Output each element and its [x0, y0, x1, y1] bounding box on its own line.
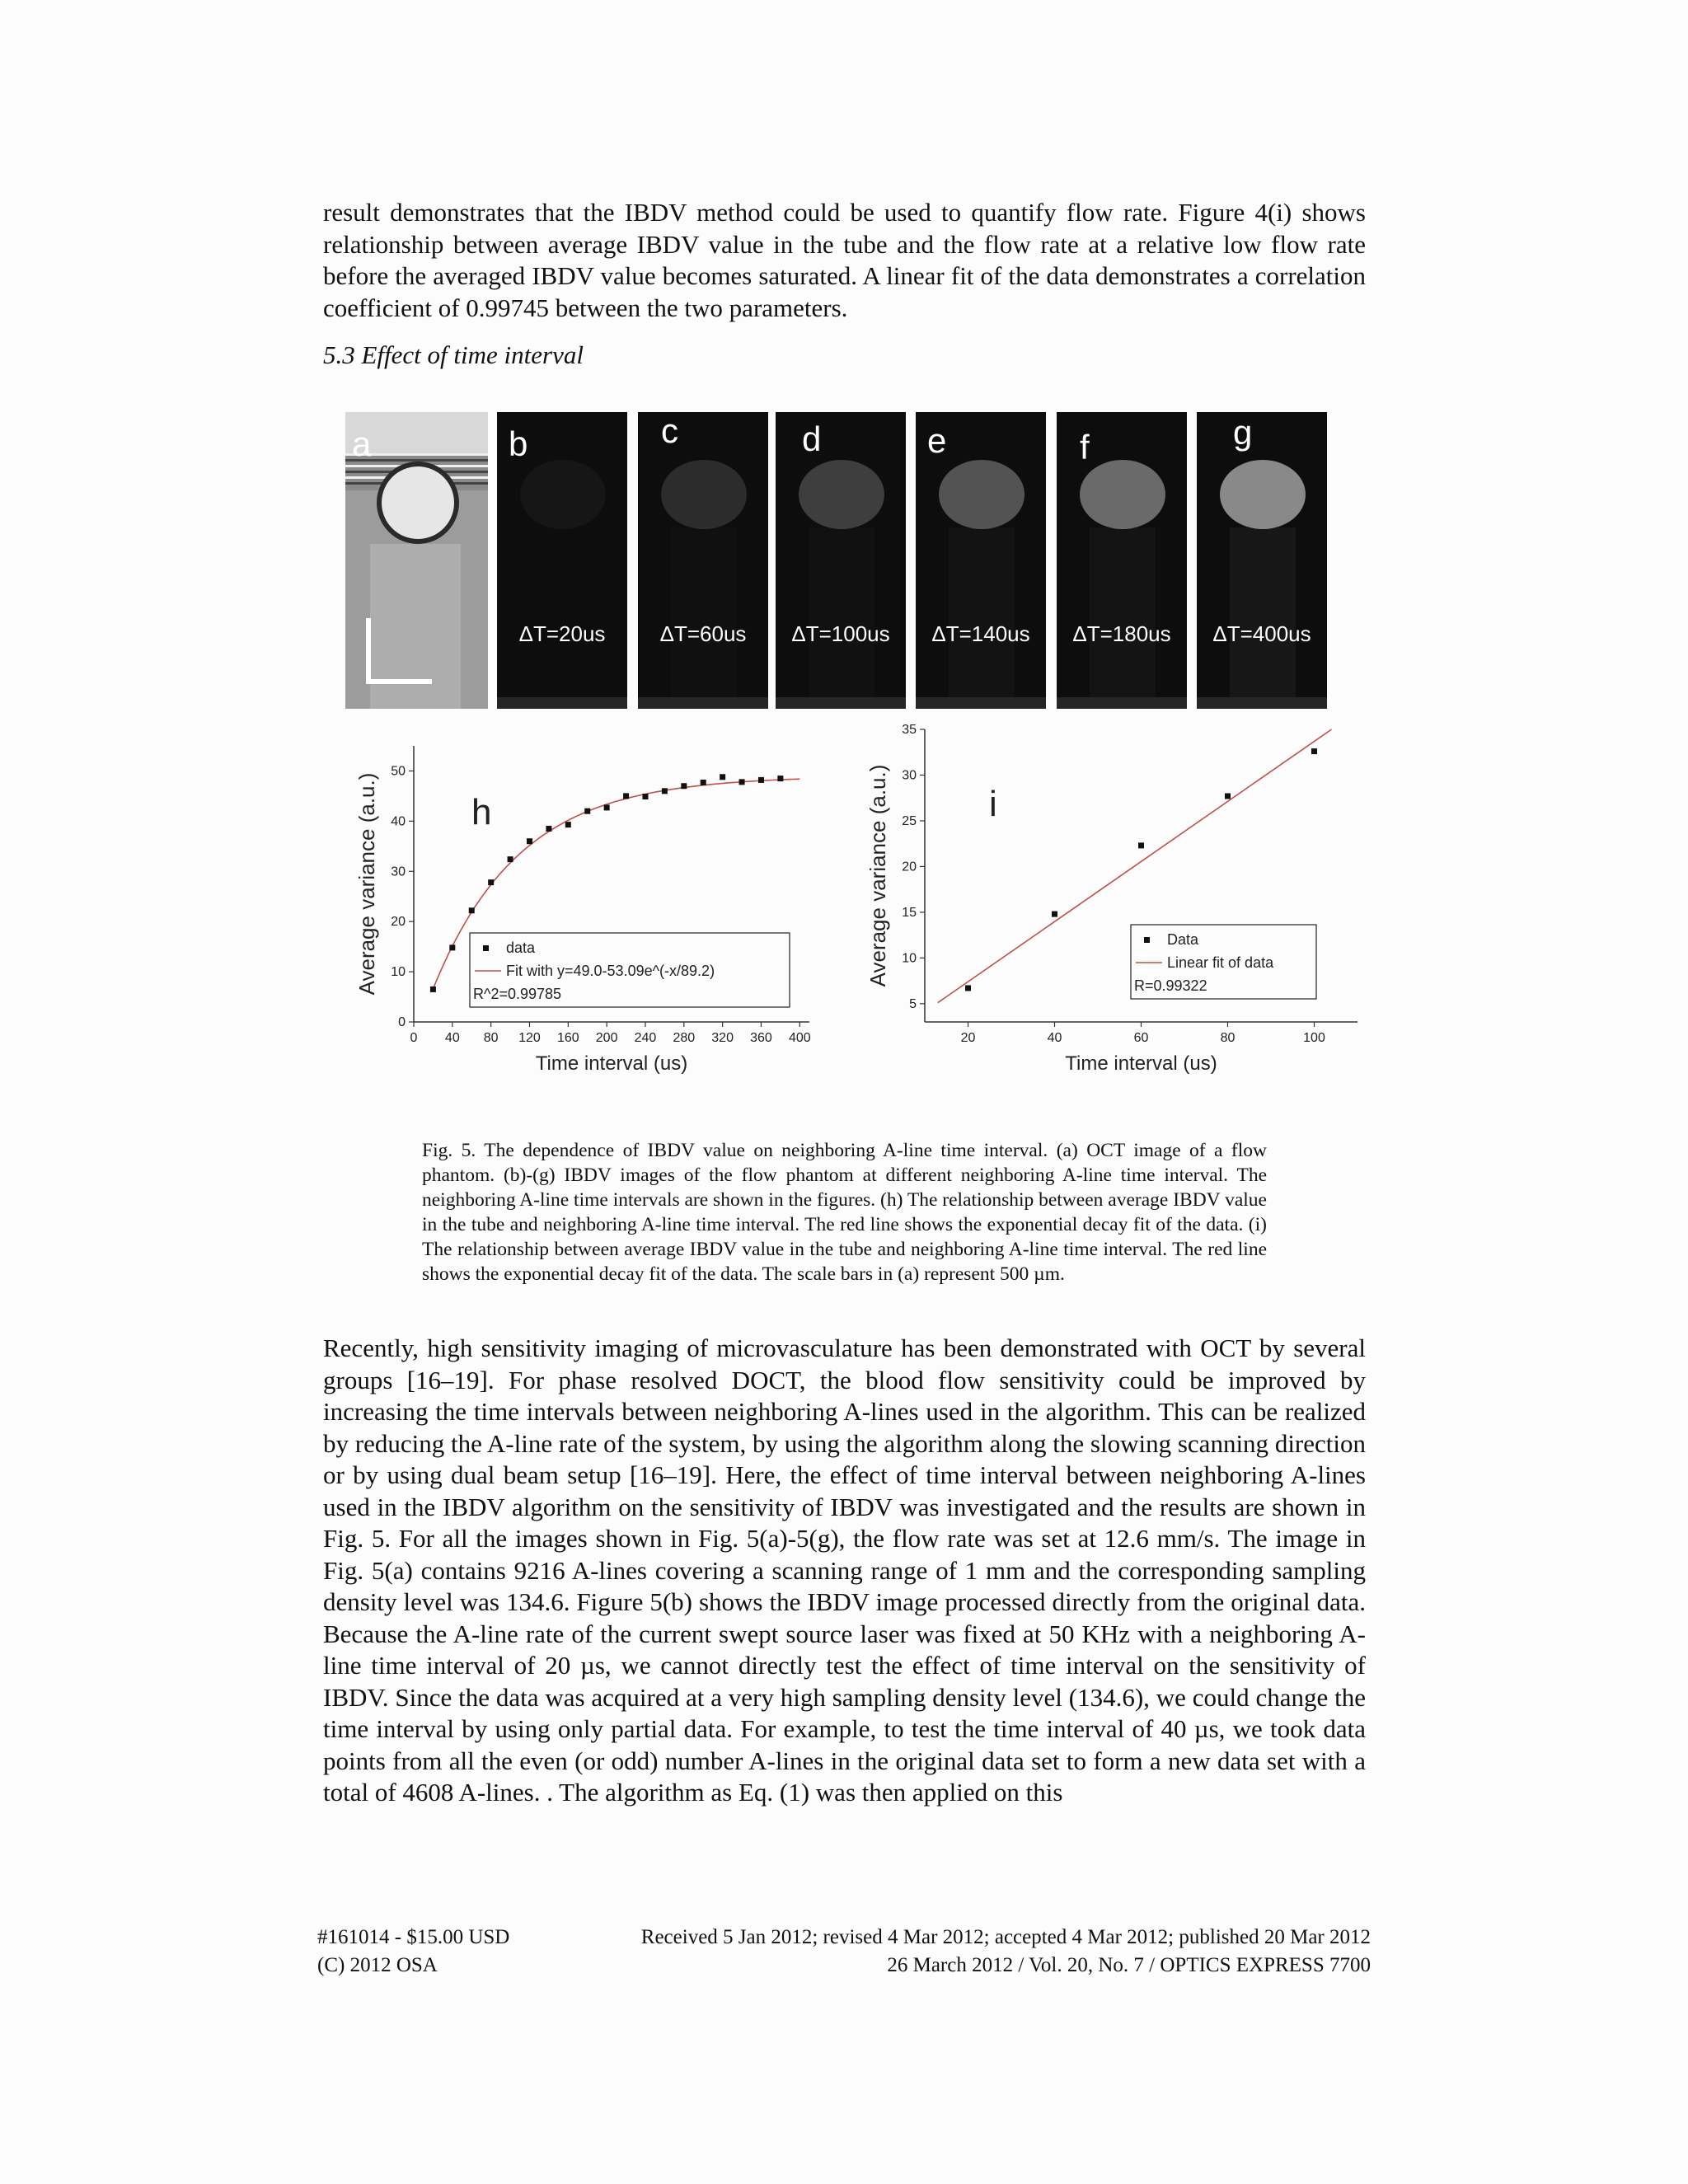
data-point	[508, 856, 513, 862]
panel-time-interval-b: ΔT=20us	[518, 621, 606, 646]
y-axis-label: Average variance (a.u.)	[354, 772, 379, 996]
x-tick-label: 80	[1220, 1031, 1236, 1045]
legend-data-label: Data	[1167, 931, 1199, 948]
x-tick-label: 400	[788, 1031, 811, 1045]
panel-letter-e: e	[927, 421, 947, 460]
x-tick-label: 200	[595, 1031, 618, 1045]
data-point	[1311, 748, 1317, 754]
y-axis-label: Average variance (a.u.)	[865, 764, 890, 987]
image-panel-a	[345, 412, 488, 709]
legend-annotation: R=0.99322	[1134, 977, 1207, 994]
panel-letter-a: a	[352, 424, 372, 463]
image-panel-g	[1197, 412, 1327, 709]
footer-journal: 26 March 2012 / Vol. 20, No. 7 / OPTICS EXPRESS 7700	[887, 1954, 1371, 1976]
image-panel-e	[916, 412, 1046, 709]
paragraph-intro: result demonstrates that the IBDV method could be used to quantify flow rate. Figure 4(i) shows relationship between average IBDV value in the tube and the flow rate at a relative low flow rate before the averaged IBDV value becomes saturated. A linear fit of the data demonstrates a correlation coefficient of 0.99745 between the two parameters.	[323, 198, 1366, 322]
data-point	[488, 879, 494, 885]
footer-left	[317, 1924, 509, 1980]
x-tick-label: 80	[483, 1031, 499, 1045]
footer-copyright: (C) 2012 OSA	[317, 1954, 438, 1976]
data-point	[1052, 912, 1057, 917]
panel-time-interval-f: ΔT=180us	[1072, 621, 1171, 646]
data-point	[739, 779, 745, 785]
panel-time-interval-c: ΔT=60us	[659, 621, 747, 646]
x-tick-label: 160	[556, 1031, 579, 1045]
x-tick-label: 280	[673, 1031, 696, 1045]
data-point	[1225, 793, 1231, 799]
footer-dates: Received 5 Jan 2012; revised 4 Mar 2012; accepted 4 Mar 2012; published 20 Mar 2012	[640, 1926, 1371, 1948]
panel-time-interval-d: ΔT=100us	[791, 621, 890, 646]
legend-fit-label: Fit with y=49.0-53.09e^(-x/89.2)	[506, 963, 715, 979]
footer-article-id: #161014 - $15.00 USD	[317, 1926, 510, 1948]
y-tick-label: 35	[902, 723, 917, 737]
x-tick-label: 100	[1303, 1031, 1325, 1045]
paragraph-body: Recently, high sensitivity imaging of microvasculature has been demonstrated with OCT by several groups [16–19]. For phase resolved DOCT, the blood flow sensitivity could be improved by increasing the time intervals between neighboring A-lines used in the algorithm. This can be realized by reducing the A-line rate of the system, by using the algorithm along the slowing scanning direction or by using dual beam setup [16–19]. Here, the effect of time interval between neighboring A-lines used in the IBDV algorithm on the sensitivity of IBDV was investigated and the results are shown in Fig. 5. For all the images shown in Fig. 5(a)-5(g), the flow rate was set at 12.6 mm/s. The image in Fig. 5(a) contains 9216 A-lines covering a scanning range of 1 mm and the corresponding sampling density level was 134.6. Figure 5(b) shows the IBDV image processed directly from the original data. Because the A-line rate of the current swept source laser was fixed at 50 KHz with a neighboring A-line time interval of 20 µs, we cannot directly test the effect of time interval on the sensitivity of IBDV. Since the data was acquired at a very high sampling density level (134.6), we could change the time interval by using only partial data. For example, to test the time interval of 40 µs, we took data points from all the even (or odd) number A-lines in the original data set to form a new data set with a total of 4608 A-lines. . The algorithm as Eq. (1) was then applied on this	[323, 1333, 1366, 1807]
data-point	[449, 944, 455, 950]
oct-image-g	[1197, 412, 1327, 709]
y-tick-label: 30	[391, 865, 406, 879]
panel-label: i	[989, 784, 997, 824]
image-panel-b	[497, 412, 627, 709]
panel-time-interval-e: ΔT=140us	[931, 621, 1030, 646]
chart-i	[851, 713, 1370, 1092]
x-tick-label: 240	[634, 1031, 657, 1045]
x-tick-label: 360	[750, 1031, 772, 1045]
x-tick-label: 60	[1133, 1031, 1149, 1045]
oct-image-f	[1057, 412, 1187, 709]
data-point	[642, 794, 648, 799]
x-axis-label: Time interval (us)	[535, 1052, 688, 1075]
data-point	[430, 987, 436, 992]
figure-caption: Fig. 5. The dependence of IBDV value on neighboring A-line time interval. (a) OCT image of a flow phantom. (b)-(g) IBDV images of the flow phantom at different neighboring A-line time interval. The neighboring A-line time intervals are shown in the figures. (h) The relationship between average IBDV value in the tube and neighboring A-line time interval. The red line shows the exponential decay fit of the data. (i) The relationship between average IBDV value in the tube and neighboring A-line time interval. The red line shows the exponential decay fit of the data. The scale bars in (a) represent 500 µm.	[422, 1140, 1267, 1285]
data-point	[1138, 842, 1144, 848]
image-panel-c	[638, 412, 768, 709]
oct-image-c	[638, 412, 768, 709]
figure-5	[323, 408, 1366, 1104]
data-point	[758, 777, 764, 783]
legend-fit-label: Linear fit of data	[1167, 954, 1274, 971]
panel-letter-g: g	[1233, 413, 1253, 452]
data-point	[565, 822, 571, 827]
data-point	[469, 907, 475, 913]
y-tick-label: 10	[902, 951, 917, 966]
footer-right	[641, 1924, 1371, 1980]
y-tick-label: 10	[391, 965, 406, 980]
y-tick-label: 5	[909, 996, 917, 1011]
legend-annotation: R^2=0.99785	[473, 986, 562, 1002]
x-tick-label: 320	[711, 1031, 734, 1045]
x-tick-label: 40	[1047, 1031, 1062, 1045]
section-heading: 5.3 Effect of time interval	[323, 340, 584, 369]
legend-data-marker	[483, 945, 489, 951]
y-tick-label: 30	[902, 768, 917, 783]
data-point	[681, 783, 687, 789]
legend-data-marker	[1144, 937, 1150, 943]
data-point	[527, 838, 532, 844]
data-point	[777, 776, 783, 781]
y-tick-label: 20	[391, 915, 406, 930]
data-point	[965, 985, 971, 991]
panel-letter-d: d	[802, 419, 822, 458]
panel-letter-b: b	[509, 424, 528, 463]
data-point	[623, 793, 629, 799]
data-point	[546, 826, 551, 832]
x-tick-label: 0	[410, 1031, 418, 1045]
x-tick-label: 40	[444, 1031, 460, 1045]
y-tick-label: 20	[902, 860, 917, 874]
x-tick-label: 20	[960, 1031, 976, 1045]
panel-letter-c: c	[661, 412, 678, 450]
oct-image-d	[776, 412, 906, 709]
data-point	[584, 808, 590, 814]
data-point	[720, 774, 725, 780]
legend-data-label: data	[506, 940, 536, 956]
y-tick-label: 50	[391, 764, 406, 779]
y-tick-label: 40	[391, 814, 406, 829]
panel-time-interval-g: ΔT=400us	[1212, 621, 1311, 646]
y-tick-label: 0	[398, 1015, 406, 1029]
data-point	[662, 788, 668, 794]
data-point	[701, 780, 706, 785]
data-point	[604, 804, 610, 810]
panel-letter-f: f	[1080, 428, 1090, 466]
x-tick-label: 120	[518, 1031, 541, 1045]
panel-label: h	[471, 792, 492, 832]
x-axis-label: Time interval (us)	[1065, 1052, 1217, 1075]
image-panel-f	[1057, 412, 1187, 709]
chart-h	[340, 729, 818, 1092]
y-tick-label: 15	[902, 905, 917, 920]
y-tick-label: 25	[902, 813, 917, 828]
image-panel-d	[776, 412, 906, 709]
